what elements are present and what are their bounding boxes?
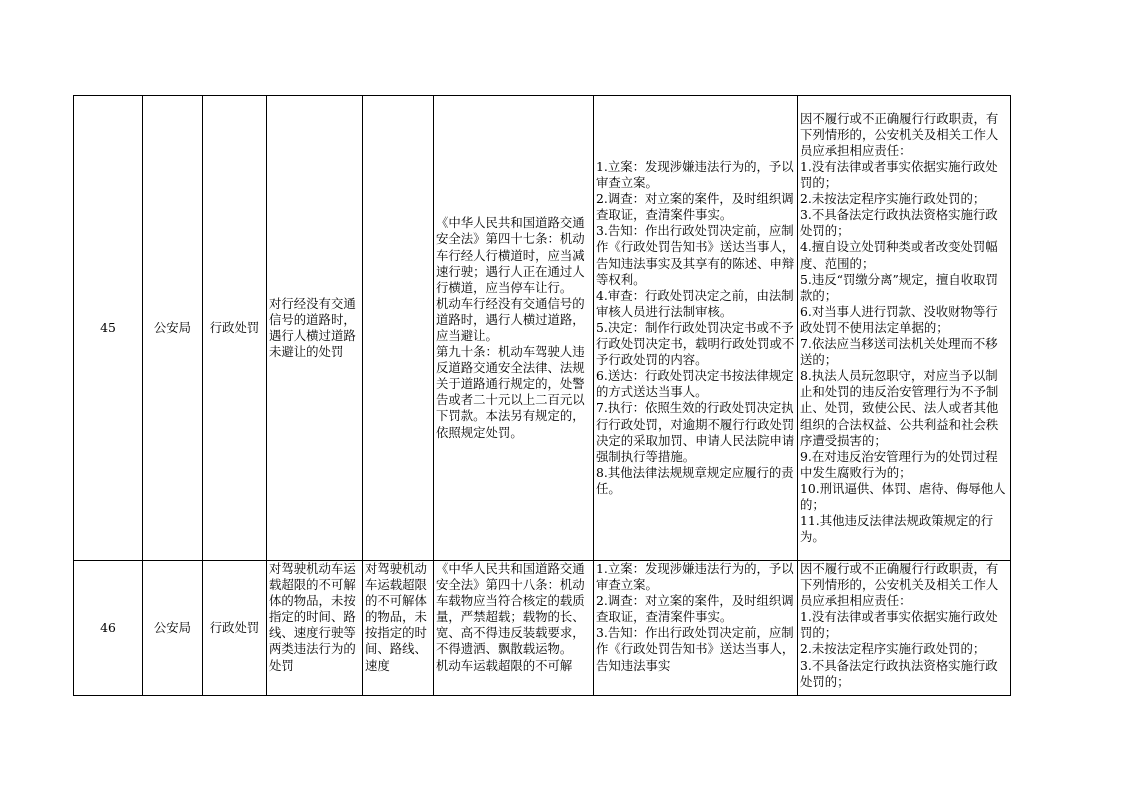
procedure-cell: 1.立案：发现涉嫌违法行为的，予以审查立案。 2.调查：对立案的案件，及时组织调查取证，查清案件事实。 3.告知：作出行政处罚决定前，应制作《行政处罚告知书》送达当事人，告知违法事实及其享有的陈述、申辩等权利。 4.审查：行政处罚决定之前，由法制审核人员进行法制审核。 5.决定：制作行政处罚决定书或不予行政处罚决定书，载明行政处罚或不予行政处罚的内容。 6.送达：行政处罚决定书按法律规定的方式送达当事人。 7.执行：依照生效的行政处罚决定执行行政处罚，对逾期不履行行政处罚决定的采取加罚、申请人民法院申请强制执行等措施。 8.其他法律法规规章规定应履行的责任。 xyxy=(594,96,798,561)
table-row xyxy=(74,561,1011,696)
legal-basis-cell: 《中华人民共和国道路交通安全法》第四十七条：机动车行经人行横道时，应当减速行驶；遇行人正在通过人行横道，应当停车让行。 机动车行经没有交通信号的道路时，遇行人横过道路，应当避让。 第九十条：机动车驾驶人违反道路交通安全法律、法规关于道路通行规定的，处警告或者二十元以上二百元以下罚款。本法另有规定的，依照规定处罚。 xyxy=(434,96,594,561)
item-name-cell: 对行经没有交通信号的道路时，遇行人横过道路未避让的处罚 xyxy=(267,96,363,561)
department-cell: 公安局 xyxy=(143,96,203,561)
category-cell: 行政处罚 xyxy=(203,96,267,561)
procedure-cell: 1.立案：发现涉嫌违法行为的，予以审查立案。 2.调查：对立案的案件，及时组织调查取证，查清案件事实。 3.告知：作出行政处罚决定前，应制作《行政处罚告知书》送达当事人，告知违法事实 xyxy=(594,561,798,696)
category-cell: 行政处罚 xyxy=(203,561,267,696)
table-row xyxy=(74,96,1011,561)
row-number-cell: 45 xyxy=(74,96,143,561)
department-cell: 公安局 xyxy=(143,561,203,696)
liability-cell: 因不履行或不正确履行行政职责，有下列情形的，公安机关及相关工作人员应承担相应责任： 1.没有法律或者事实依据实施行政处罚的； 2.未按法定程序实施行政处罚的； 3.不具备法定行政执法资格实施行政处罚的； 4.擅自设立处罚种类或者改变处罚幅度、范围的； 5.违反“罚缴分离”规定，擅自收取罚款的； 6.对当事人进行罚款、没收财物等行政处罚不使用法定单据的； 7.依法应当移送司法机关处理而不移送的； 8.执法人员玩忽职守，对应当予以制止和处罚的违反治安管理行为不予制止、处罚，致使公民、法人或者其他组织的合法权益、公共利益和社会秩序遭受损害的； 9.在对违反治安管理行为的处罚过程中发生腐败行为的； 10.刑讯逼供、体罚、虐待、侮辱他人的； 11.其他违反法律法规政策规定的行为。 xyxy=(798,96,1011,561)
sub-item-cell: 对驾驶机动车运载超限的不可解体的物品，未按指定的时间、路线、速度 xyxy=(363,561,434,696)
sub-item-cell xyxy=(363,96,434,561)
legal-basis-cell: 《中华人民共和国道路交通安全法》第四十八条：机动车载物应当符合核定的载质量，严禁超载；载物的长、宽、高不得违反装载要求，不得遗洒、飘散载运物。 机动车运载超限的不可解 xyxy=(434,561,594,696)
liability-cell: 因不履行或不正确履行行政职责，有下列情形的，公安机关及相关工作人员应承担相应责任： 1.没有法律或者事实依据实施行政处罚的； 2.未按法定程序实施行政处罚的； 3.不具备法定行政执法资格实施行政处罚的； xyxy=(798,561,1011,696)
row-number-cell: 46 xyxy=(74,561,143,696)
power-list-table xyxy=(73,95,1011,696)
item-name-cell: 对驾驶机动车运载超限的不可解体的物品，未按指定的时间、路线、速度行驶等两类违法行为的处罚 xyxy=(267,561,363,696)
